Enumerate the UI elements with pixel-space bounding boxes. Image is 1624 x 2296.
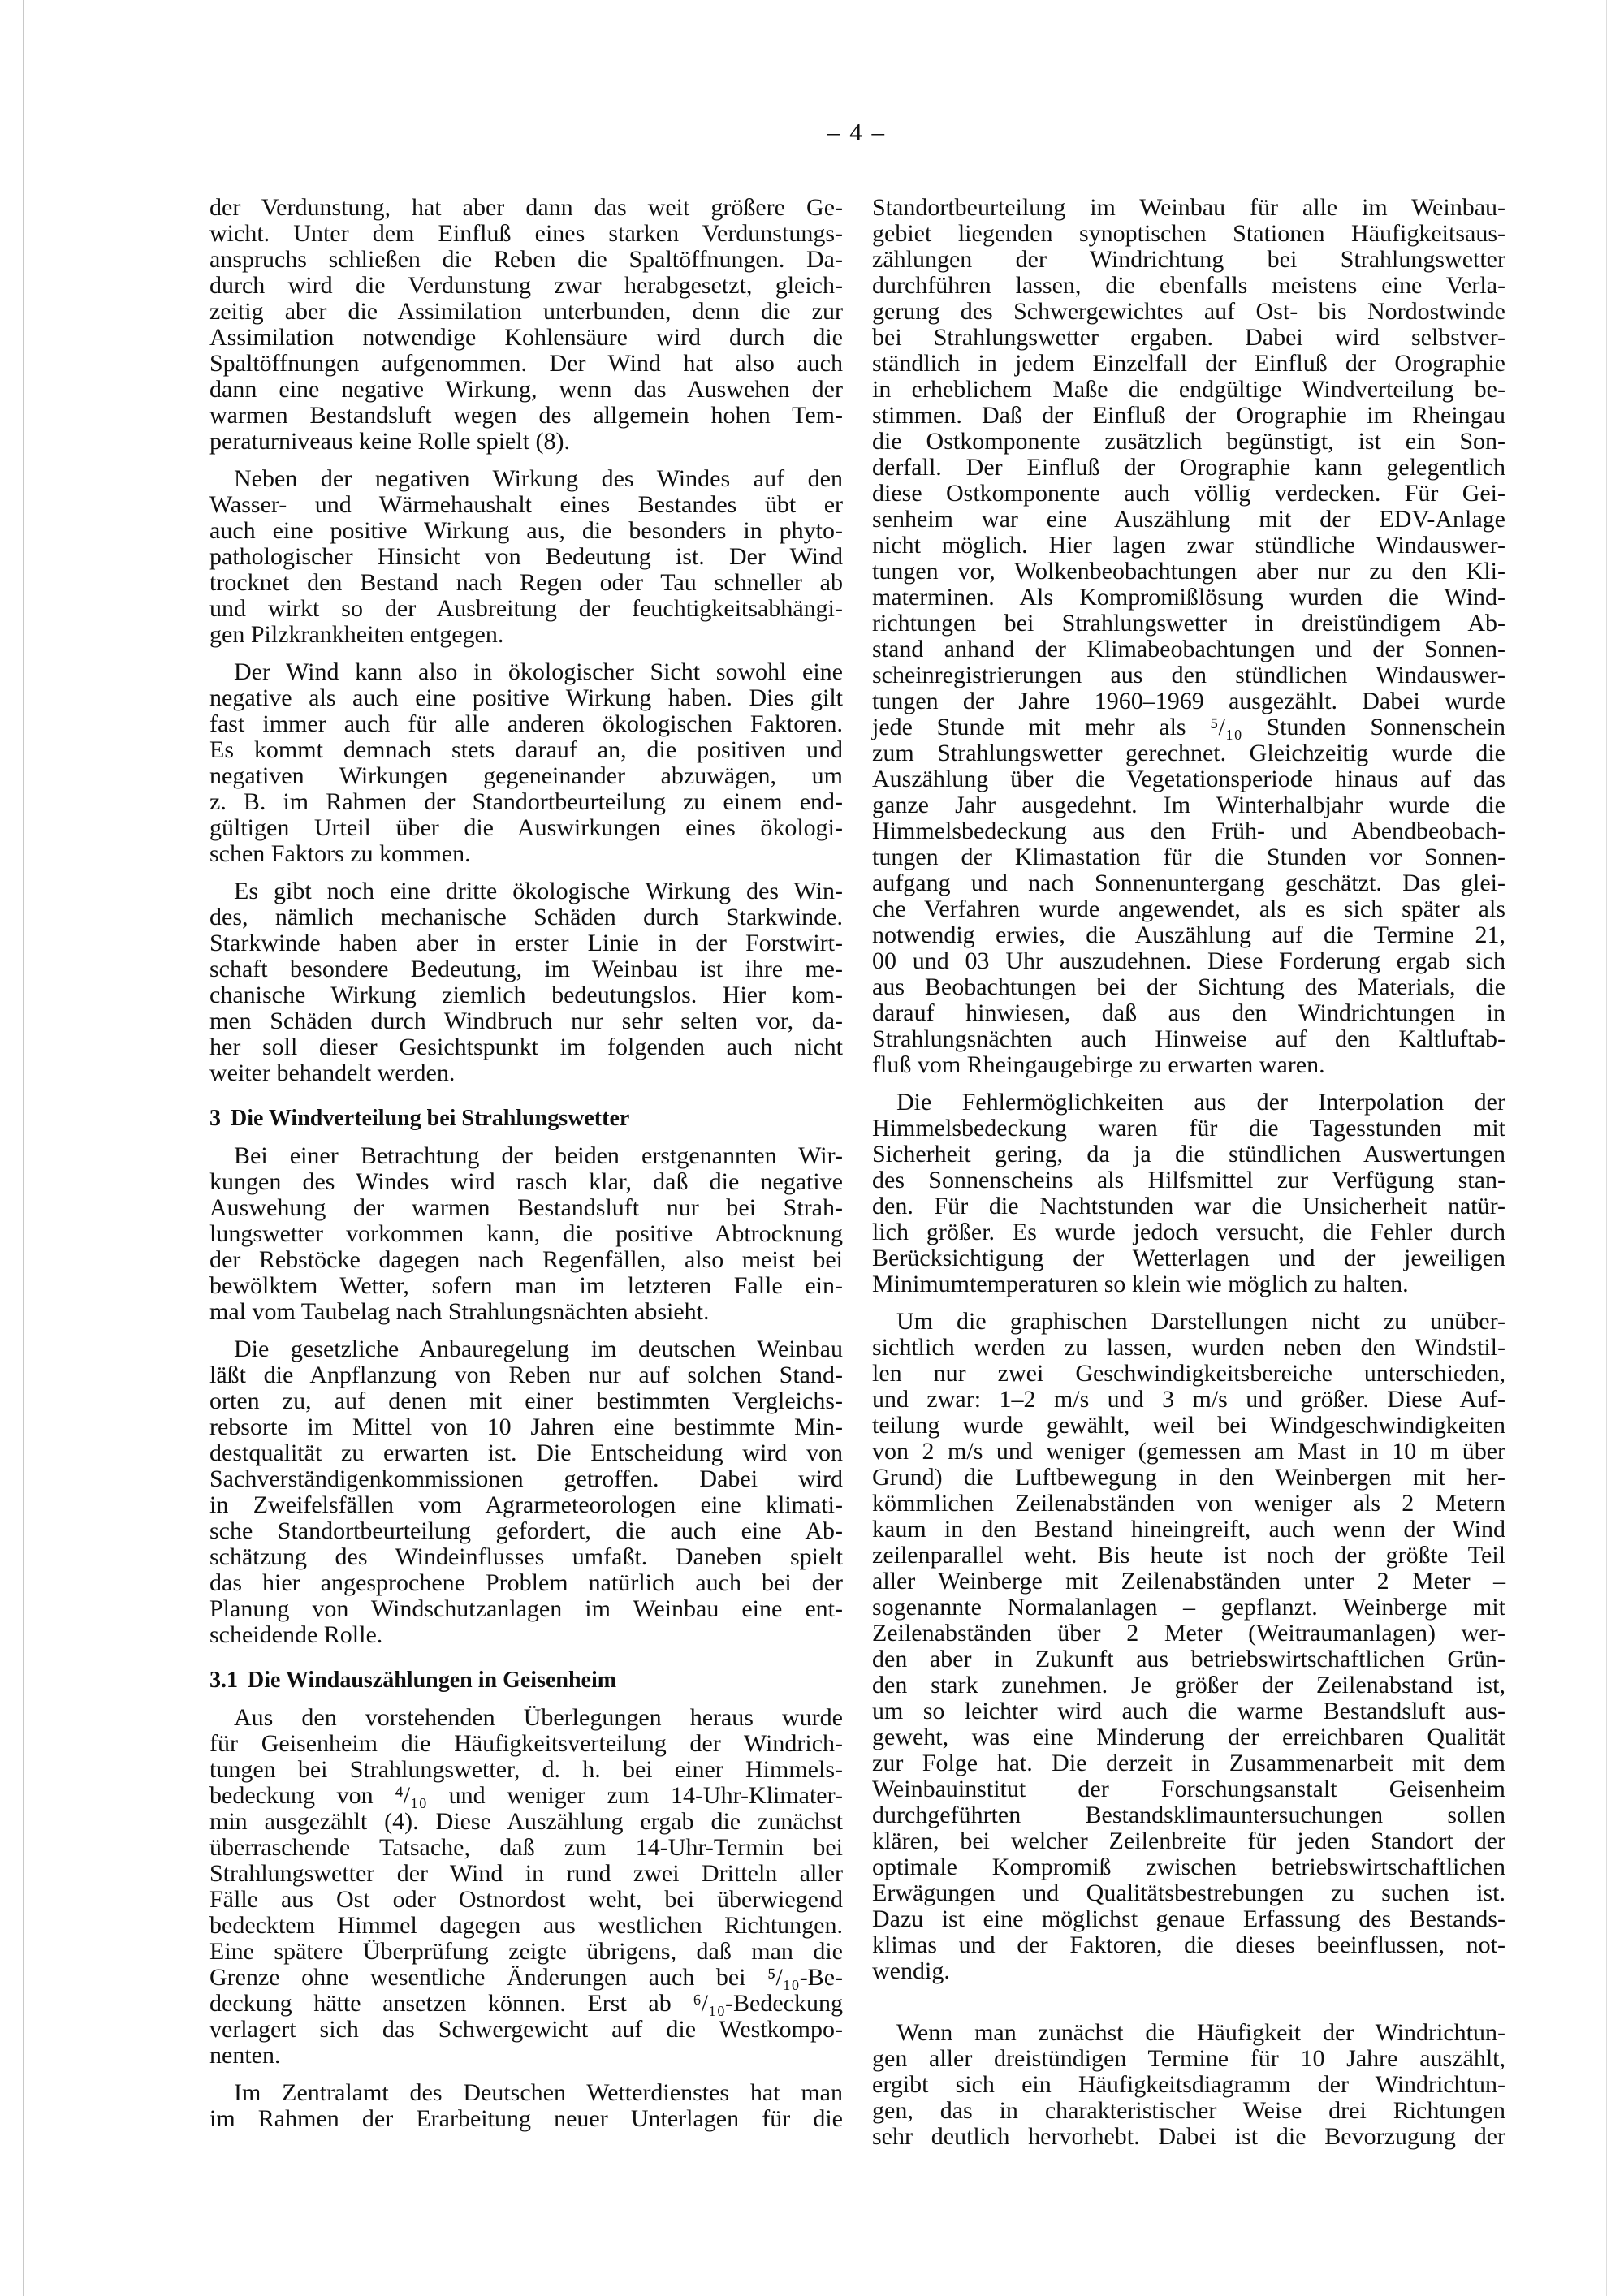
left-column [209, 195, 843, 2143]
section-number: 3.1 [209, 1668, 238, 1693]
scan-edge-left [23, 0, 24, 2296]
text-line: scheidende Rolle. [209, 1621, 383, 1648]
section-title: Die Windverteilung bei Strahlungswetter [231, 1106, 630, 1131]
text-line: um so leichter wird auch die warme Bestandsluft aus- [872, 1698, 1505, 1724]
text-line: nicht möglich. Hier lagen zwar stündliche Windauswer- [872, 532, 1505, 559]
paragraph [209, 659, 843, 867]
section-heading [209, 1668, 843, 1694]
text-line: kungen des Windes wird rasch klar, daß die negative [209, 1168, 843, 1195]
text-line: Himmelsbedeckung waren für die Tagesstunden mit [872, 1115, 1505, 1142]
section-title: Die Windauszählungen in Geisenheim [248, 1668, 617, 1693]
text-line: Bei einer Betrachtung der beiden erstgenannten Wir- [234, 1142, 843, 1169]
text-line: aus Beobachtungen bei der Sichtung des Materials, die [872, 973, 1505, 1000]
text-line: gültigen Urteil über die Auswirkungen eines ökologi- [209, 814, 843, 841]
text-line: geweht, was eine Minderung der erreichbaren Qualität [872, 1724, 1505, 1750]
text-line: und zwar: 1–2 m/s und 3 m/s und größer. Diese Auf- [872, 1386, 1505, 1413]
text-line: nenten. [209, 2042, 281, 2069]
text-line: teilung wurde gewählt, weil bei Windgeschwindigkeiten [872, 1412, 1505, 1439]
paragraph [209, 466, 843, 648]
text-line: der Verdunstung, hat aber dann das weit größere Ge- [209, 194, 843, 221]
text-line: stand anhand der Klimabeobachtungen und der Sonnen- [872, 636, 1505, 662]
text-line: bewölktem Wetter, sofern man im letzteren Falle ein- [209, 1272, 843, 1299]
text-line: Sachverständigenkommissionen getroffen. Dabei wird [209, 1465, 843, 1492]
text-line: Weinbauinstitut der Forschungsanstalt Geisenheim [872, 1776, 1505, 1802]
text-line: bedecktem Himmel dagegen aus westlichen Richtungen. [209, 1912, 843, 1939]
text-line: tungen vor, Wolkenbeobachtungen aber nur zu den Kli- [872, 558, 1505, 585]
text-line: z. B. im Rahmen der Standortbeurteilung zu einem end- [209, 788, 843, 815]
text-line: aufgang und nach Sonnenuntergang geschätzt. Das glei- [872, 870, 1505, 896]
paragraph [872, 2020, 1505, 2150]
text-line: 00 und 03 Uhr auszudehnen. Diese Forderung ergab sich [872, 947, 1505, 974]
text-line: senheim war eine Auszählung mit der EDV-Anlage [872, 506, 1505, 533]
text-line: für Geisenheim die Häufigkeitsverteilung der Windrich- [209, 1730, 843, 1757]
text-line: negativen Wirkungen gegeneinander abzuwägen, um [209, 762, 843, 789]
text-line: Auswehung der warmen Bestandsluft nur bei Strah- [209, 1194, 843, 1221]
text-line: Erwägungen und Qualitätsbestrebungen zu suchen ist. [872, 1880, 1505, 1906]
paragraph [872, 1309, 1505, 1984]
text-line: im Rahmen der Erarbeitung neuer Unterlagen für die [209, 2105, 843, 2132]
text-line: des Sonnenscheins als Hilfsmittel zur Verfügung stan- [872, 1167, 1505, 1193]
text-line: min ausgezählt (4). Diese Auszählung ergab die zunächst [209, 1808, 843, 1835]
text-line: weiter behandelt werden. [209, 1060, 456, 1086]
text-line: derfall. Der Einfluß der Orographie kann gelegentlich [872, 454, 1505, 481]
text-line: Die gesetzliche Anbauregelung im deutschen Weinbau [234, 1336, 843, 1362]
text-line: deckung hätte ansetzen können. Erst ab ⁶/₁₀-Bedeckung [209, 1990, 843, 2017]
text-line: überraschende Tatsache, daß zum 14-Uhr-Termin bei [209, 1834, 843, 1861]
text-line: Im Zentralamt des Deutschen Wetterdienstes hat man [234, 2079, 843, 2106]
text-line: her soll dieser Gesichtspunkt im folgenden auch nicht [209, 1034, 843, 1060]
text-line: klimas und der Faktoren, die dieses beeinflussen, not- [872, 1931, 1505, 1958]
text-line: ganze Jahr ausgedehnt. Im Winterhalbjahr wurde die [872, 792, 1505, 818]
text-line: Eine spätere Überprüfung zeigte übrigens, daß man die [209, 1938, 843, 1965]
text-line: zum Strahlungswetter gerechnet. Gleichzeitig wurde die [872, 740, 1505, 766]
text-line: men Schäden durch Windbruch nur sehr selten vor, da- [209, 1008, 843, 1034]
text-line: Der Wind kann also in ökologischer Sicht sowohl eine [234, 658, 843, 685]
text-line: in erheblichem Maße die endgültige Windverteilung be- [872, 376, 1505, 403]
right-column [872, 195, 1505, 2161]
text-line: auch eine positive Wirkung aus, die besonders in phyto- [209, 517, 843, 544]
scan-edge-right [1606, 0, 1607, 2296]
text-line: Aus den vorstehenden Überlegungen heraus wurde [234, 1704, 843, 1731]
text-line: Wenn man zunächst die Häufigkeit der Windrichtun- [896, 2019, 1505, 2046]
text-line: fast immer auch für alle anderen ökologischen Faktoren. [209, 710, 843, 737]
text-line: trocknet den Bestand nach Regen oder Tau schneller ab [209, 569, 843, 596]
text-line: kaum in den Bestand hineingreift, auch wenn der Wind [872, 1516, 1505, 1543]
text-line: den stark zunehmen. Je größer der Zeilenabstand ist, [872, 1672, 1505, 1698]
text-line: Planung von Windschutzanlagen im Weinbau eine ent- [209, 1595, 843, 1622]
text-line: Strahlungswetter der Wind in rund zwei Dritteln aller [209, 1860, 843, 1887]
paragraph [209, 1705, 843, 2069]
text-line: Berücksichtigung der Wetterlagen und der jeweiligen [872, 1245, 1505, 1271]
text-line: che Verfahren wurde angewendet, als es sich später als [872, 896, 1505, 922]
text-line: gerung des Schwergewichtes auf Ost- bis Nordostwinde [872, 298, 1505, 325]
text-line: mal vom Taubelag nach Strahlungsnächten absieht. [209, 1298, 710, 1325]
paragraph [872, 1090, 1505, 1297]
text-line: schen Faktors zu kommen. [209, 840, 471, 867]
text-line: Minimumtemperaturen so klein wie möglich zu halten. [872, 1271, 1409, 1297]
text-line: tungen der Klimastation für die Stunden vor Sonnen- [872, 844, 1505, 870]
text-line: anspruchs schließen die Reben die Spaltöffnungen. Da- [209, 246, 843, 273]
text-line: Die Fehlermöglichkeiten aus der Interpolation der [896, 1089, 1505, 1116]
text-line: gebiet liegenden synoptischen Stationen Häufigkeitsaus- [872, 220, 1505, 247]
text-line: pathologischer Hinsicht von Bedeutung ist. Der Wind [209, 543, 843, 570]
text-line: zur Folge hat. Die derzeit in Zusammenarbeit mit dem [872, 1750, 1505, 1776]
text-line: Strahlungsnächten auch Hinweise auf den Kaltluftab- [872, 1025, 1505, 1052]
text-line: ergibt sich ein Häufigkeitsdiagramm der Windrichtun- [872, 2071, 1505, 2098]
text-line: durchführen lassen, die ebenfalls meistens eine Verla- [872, 272, 1505, 299]
text-line: zählungen der Windrichtung bei Strahlungswetter [872, 246, 1505, 273]
text-line: notwendig erwies, die Auszählung auf die Termine 21, [872, 921, 1505, 948]
text-line: der Rebstöcke dagegen nach Regenfällen, also meist bei [209, 1246, 843, 1273]
text-line: den. Für die Nachtstunden war die Unsicherheit natür- [872, 1193, 1505, 1219]
paragraph [872, 195, 1505, 1078]
text-line: bei Strahlungswetter ergaben. Dabei wird selbstver- [872, 324, 1505, 351]
text-line: tungen der Jahre 1960–1969 ausgezählt. Dabei wurde [872, 688, 1505, 714]
text-line: die Ostkomponente zusätzlich begünstigt, ist ein Son- [872, 428, 1505, 455]
text-line: bedeckung von ⁴/₁₀ und weniger zum 14-Uhr-Klimater- [209, 1782, 843, 1809]
text-line: richtungen bei Strahlungswetter in dreistündigem Ab- [872, 610, 1505, 637]
text-line: stimmen. Daß der Einfluß der Orographie im Rheingau [872, 402, 1505, 429]
text-line: Himmelsbedeckung aus den Früh- und Abendbeobach- [872, 818, 1505, 844]
text-line: Grenze ohne wesentliche Änderungen auch bei ⁵/₁₀-Be- [209, 1964, 843, 1991]
text-line: scheinregistrierungen aus den stündlichen Windauswer- [872, 662, 1505, 688]
text-line: Grund) die Luftbewegung in den Weinbergen mit her- [872, 1464, 1505, 1491]
text-line: Auszählung über die Vegetationsperiode hinaus auf das [872, 766, 1505, 792]
text-line: fluß vom Rheingaugebirge zu erwarten waren. [872, 1051, 1325, 1078]
text-line: zeilenparallel weht. Bis heute ist noch der größte Teil [872, 1542, 1505, 1569]
text-line: in Zweifelsfällen vom Agrarmeteorologen eine klimati- [209, 1491, 843, 1518]
text-line: klären, bei welcher Zeilenbreite für jeden Standort der [872, 1828, 1505, 1854]
text-line: schaft besondere Bedeutung, im Weinbau ist ihre me- [209, 956, 843, 982]
text-line: rebsorte im Mittel von 10 Jahren eine bestimmte Min- [209, 1413, 843, 1440]
text-line: peraturniveaus keine Rolle spielt (8). [209, 428, 571, 455]
paragraph [209, 2080, 843, 2132]
text-line: negative als auch eine positive Wirkung haben. Dies gilt [209, 684, 843, 711]
text-line: diese Ostkomponente auch völlig verdecken. Für Gei- [872, 480, 1505, 507]
page-number: – 4 – [827, 118, 886, 146]
text-line: wendig. [872, 1957, 950, 1984]
text-line: von 2 m/s und weniger (gemessen am Mast in 10 m über [872, 1438, 1505, 1465]
text-line: Standortbeurteilung im Weinbau für alle im Weinbau- [872, 194, 1505, 221]
text-line: orten zu, auf denen mit einer bestimmten Vergleichs- [209, 1388, 843, 1414]
text-line: Um die graphischen Darstellungen nicht zu unüber- [896, 1308, 1505, 1335]
text-line: Dazu ist eine möglichst genaue Erfassung des Bestands- [872, 1905, 1505, 1932]
text-line: sogenannte Normalanlagen – gepflanzt. Weinberge mit [872, 1594, 1505, 1621]
text-line: materminen. Als Kompromißlösung wurden die Wind- [872, 584, 1505, 611]
text-line: ständlich in jedem Einzelfall der Einfluß der Orographie [872, 350, 1505, 377]
text-line: gen aller dreistündigen Termine für 10 Jahre auszählt, [872, 2045, 1505, 2072]
text-line: sichtlich werden zu lassen, wurden neben den Windstil- [872, 1334, 1505, 1361]
text-line: läßt die Anpflanzung von Reben nur auf solchen Stand- [209, 1362, 843, 1388]
text-line: schätzung des Windeinflusses umfaßt. Daneben spielt [209, 1543, 843, 1570]
text-line: gen, das in charakteristischer Weise drei Richtungen [872, 2097, 1505, 2124]
text-line: lungswetter vorkommen kann, die positive Abtrocknung [209, 1220, 843, 1247]
section-heading [209, 1106, 843, 1132]
paragraph [209, 878, 843, 1086]
text-line: durchgeführten Bestandsklimauntersuchungen sollen [872, 1802, 1505, 1828]
text-line: durch wird die Verdunstung zwar herabgesetzt, gleich- [209, 272, 843, 299]
text-line: verlagert sich das Schwergewicht auf die Westkompo- [209, 2016, 843, 2043]
paragraph [209, 195, 843, 455]
text-line: darauf hinwiesen, daß aus den Windrichtungen in [872, 999, 1505, 1026]
text-line: destqualität zu erwarten ist. Die Entscheidung wird von [209, 1439, 843, 1466]
paragraph [209, 1143, 843, 1325]
text-line: dann eine negative Wirkung, wenn das Auswehen der [209, 376, 843, 403]
text-line: Assimilation notwendige Kohlensäure wird durch die [209, 324, 843, 351]
paragraph [209, 1336, 843, 1648]
text-line: kömmlichen Zeilenabständen von weniger als 2 Metern [872, 1490, 1505, 1517]
text-line: len nur zwei Geschwindigkeitsbereiche unterschieden, [872, 1360, 1505, 1387]
text-line: Fälle aus Ost oder Ostnordost weht, bei überwiegend [209, 1886, 843, 1913]
text-line: Zeilenabständen über 2 Meter (Weitraumanlagen) wer- [872, 1620, 1505, 1646]
text-line: jede Stunde mit mehr als ⁵/₁₀ Stunden Sonnenschein [872, 714, 1505, 740]
text-line: chanische Wirkung ziemlich bedeutungslos. Hier kom- [209, 982, 843, 1008]
text-line: sehr deutlich hervorhebt. Dabei ist die Bevorzugung der [872, 2123, 1505, 2150]
text-line: gen Pilzkrankheiten entgegen. [209, 621, 504, 648]
text-line: Starkwinde haben aber in erster Linie in der Forstwirt- [209, 930, 843, 956]
text-line: Sicherheit gering, da ja die stündlichen Auswertungen [872, 1141, 1505, 1167]
text-line: sche Standortbeurteilung gefordert, die auch eine Ab- [209, 1517, 843, 1544]
text-line: des, nämlich mechanische Schäden durch Starkwinde. [209, 904, 843, 930]
text-line: tungen bei Strahlungswetter, d. h. bei einer Himmels- [209, 1756, 843, 1783]
text-line: den aber in Zukunft aus betriebswirtschaftlichen Grün- [872, 1646, 1505, 1672]
text-line: Wasser- und Wärmehaushalt eines Bestandes übt er [209, 491, 843, 518]
text-line: Spaltöffnungen aufgenommen. Der Wind hat also auch [209, 350, 843, 377]
text-line: aller Weinberge mit Zeilenabständen unter 2 Meter – [872, 1568, 1505, 1595]
text-line: optimale Kompromiß zwischen betriebswirtschaftlichen [872, 1854, 1505, 1880]
text-line: Es gibt noch eine dritte ökologische Wirkung des Win- [234, 878, 843, 904]
text-line: wicht. Unter dem Einfluß eines starken Verdunstungs- [209, 220, 843, 247]
text-line: warmen Bestandsluft wegen des allgemein hohen Tem- [209, 402, 843, 429]
section-number: 3 [209, 1106, 221, 1131]
text-line: das hier angesprochene Problem natürlich auch bei der [209, 1569, 843, 1596]
text-line: lich größer. Es wurde jedoch versucht, die Fehler durch [872, 1219, 1505, 1245]
text-line: und wirkt so der Ausbreitung der feuchtigkeitsabhängi- [209, 595, 843, 622]
text-line: Es kommt demnach stets darauf an, die positiven und [209, 736, 843, 763]
text-line: Neben der negativen Wirkung des Windes auf den [234, 465, 843, 492]
text-line: zeitig aber die Assimilation unterbunden, denn die zur [209, 298, 843, 325]
